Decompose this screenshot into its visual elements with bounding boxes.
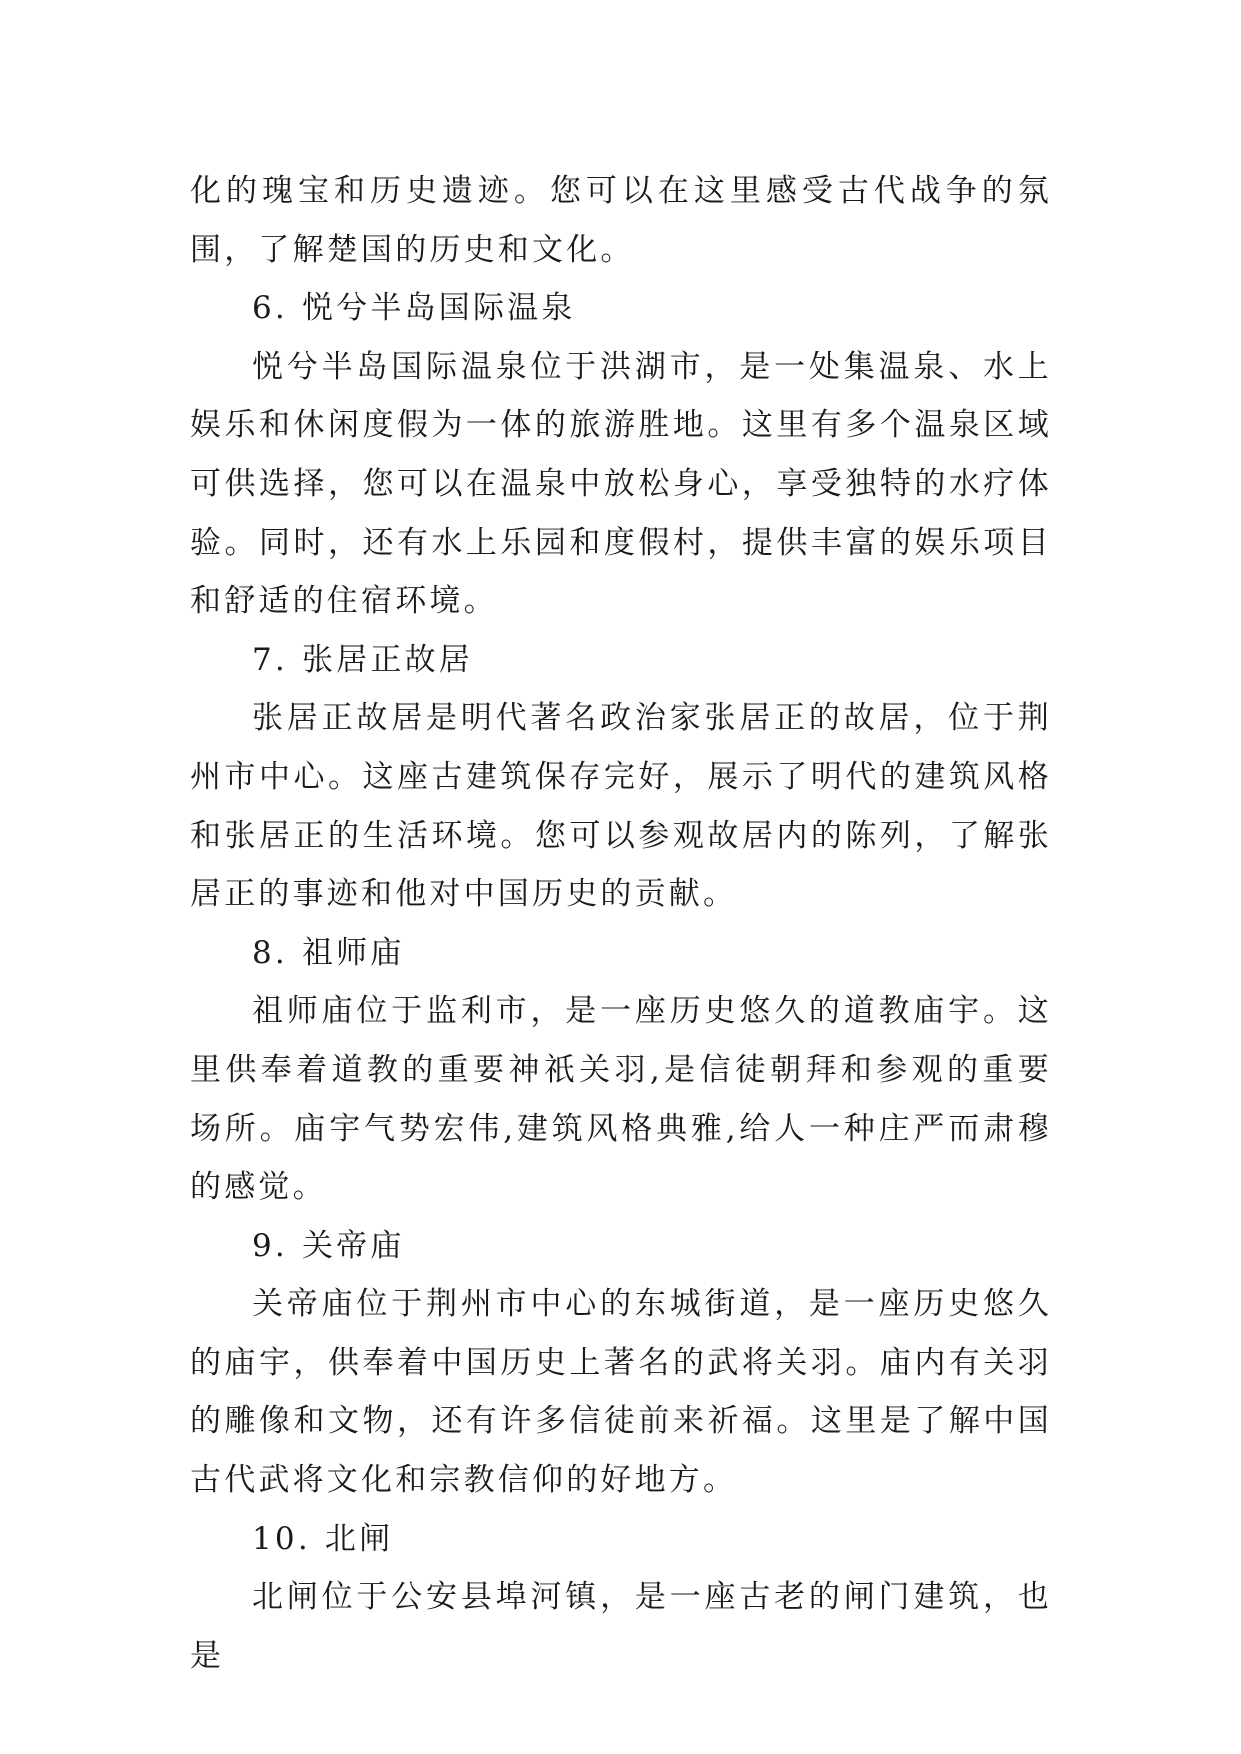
section-title: 关帝庙 — [301, 1227, 405, 1264]
section-number: 9. — [252, 1227, 288, 1264]
section-title: 张居正故居 — [301, 641, 473, 678]
section-body-9: 关帝庙位于荆州市中心的东城街道，是一座历史悠久的庙宇，供奉着中国历史上著名的武将关羽。庙内有关羽的雕像和文物，还有许多信徒前来祈福。这里是了解中国古代武将文化和宗教信仰的好地方。 — [190, 1286, 1052, 1499]
paragraph-continued: 化的瑰宝和历史遗迹。您可以在这里感受古代战争的氛围，了解楚国的历史和文化。 — [190, 173, 1052, 268]
section-number: 7. — [252, 641, 288, 678]
section-title: 北闸 — [324, 1520, 394, 1557]
section-title: 祖师庙 — [301, 934, 405, 971]
section-heading-7 — [190, 631, 1052, 690]
section-body-6: 悦兮半岛国际温泉位于洪湖市，是一处集温泉、水上娱乐和休闲度假为一体的旅游胜地。这里有多个温泉区域可供选择，您可以在温泉中放松身心，享受独特的水疗体验。同时，还有水上乐园和度假村，提供丰富的娱乐项目和舒适的住宿环境。 — [190, 348, 1052, 620]
section-heading-9 — [190, 1217, 1052, 1276]
section-heading-10 — [190, 1510, 1052, 1569]
section-body-8: 祖师庙位于监利市，是一座历史悠久的道教庙宇。这里供奉着道教的重要神祇关羽,是信徒朝拜和参观的重要场所。庙宇气势宏伟,建筑风格典雅,给人一种庄严而肃穆的感觉。 — [190, 993, 1052, 1206]
section-body-10: 北闸位于公安县埠河镇，是一座古老的闸门建筑，也是 — [190, 1579, 1052, 1674]
section-heading-6 — [190, 279, 1052, 338]
section-title: 悦兮半岛国际温泉 — [301, 290, 576, 327]
section-number: 10. — [252, 1520, 311, 1557]
section-heading-8 — [190, 924, 1052, 983]
section-number: 8. — [252, 934, 288, 971]
document-page — [190, 162, 1052, 1685]
section-body-7: 张居正故居是明代著名政治家张居正的故居，位于荆州市中心。这座古建筑保存完好，展示了明代的建筑风格和张居正的生活环境。您可以参观故居内的陈列，了解张居正的事迹和他对中国历史的贡献。 — [190, 700, 1052, 913]
section-number: 6. — [252, 290, 288, 327]
